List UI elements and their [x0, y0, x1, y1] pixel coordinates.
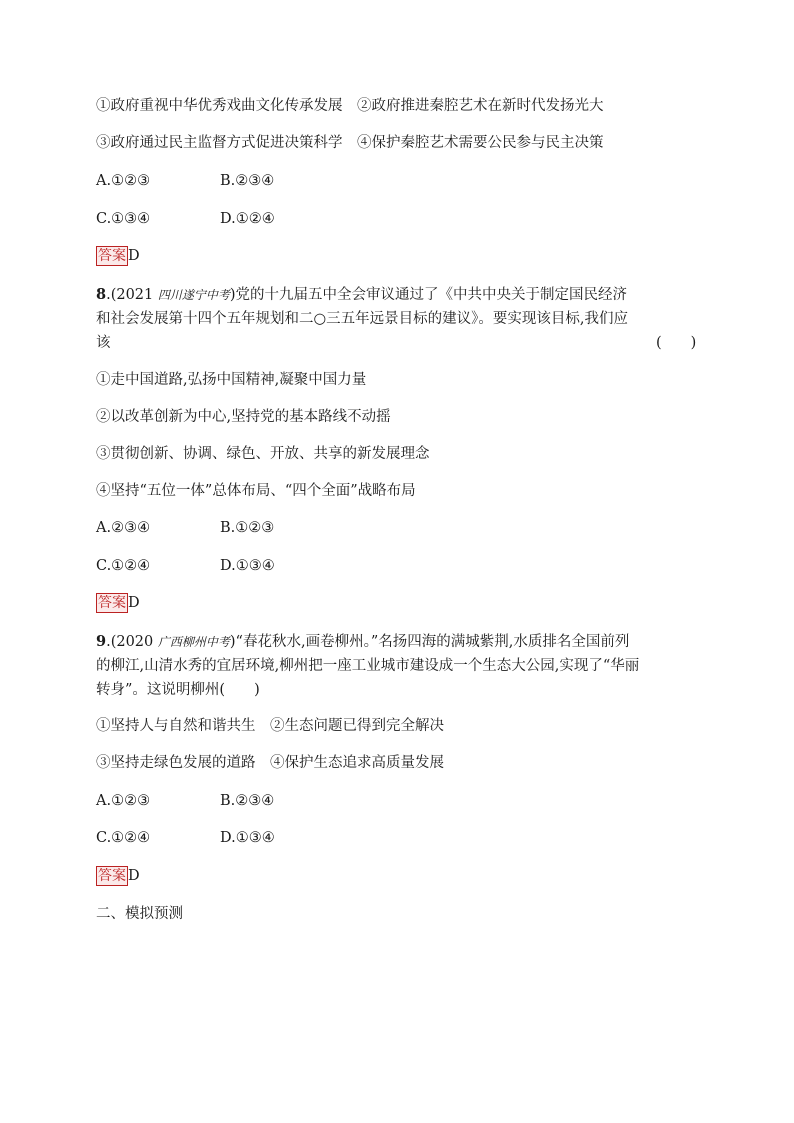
q9-statements-row2: ③坚持走绿色发展的道路 ④保护生态追求高质量发展 — [96, 755, 444, 771]
q8-stem-line3 — [96, 333, 706, 353]
q7-statement-3: ③政府通过民主监督方式促进决策科学 — [96, 135, 343, 151]
q8-statement-4: ④坚持“五位一体”总体布局、“四个全面”战略布局 — [96, 483, 416, 499]
q9-year: .(2020 — [106, 634, 158, 650]
q9-options-row2 — [96, 828, 275, 848]
q7-option-d: D.①②④ — [220, 211, 275, 227]
q7-options-row1 — [96, 171, 275, 191]
answer-label-badge: 答案 — [98, 595, 126, 611]
q8-statement-2: ②以改革创新为中心,坚持党的基本路线不动摇 — [96, 409, 391, 425]
q8-statement-3: ③贯彻创新、协调、绿色、开放、共享的新发展理念 — [96, 446, 430, 462]
q9-answer — [96, 866, 140, 886]
answer-label-badge: 答案 — [98, 248, 126, 264]
q8-stem-text1: )党的十九届五中全会审议通过了《中共中央关于制定国民经济 — [229, 287, 628, 303]
q8-number: 8 — [96, 286, 107, 303]
q7-statement-2: ②政府推进秦腔艺术在新时代发扬光大 — [357, 98, 604, 114]
q8-stem-line2: 和社会发展第十四个五年规划和二○三五年远景目标的建议》。要实现该目标,我们应 — [96, 311, 629, 327]
q8-answer-value: D — [128, 595, 140, 611]
q9-option-a: A.①②③ — [96, 793, 151, 809]
q7-option-a: A.①②③ — [96, 173, 151, 189]
q7-answer — [96, 246, 140, 266]
q8-options-row1 — [96, 518, 275, 538]
q8-option-c: C.①②④ — [96, 558, 151, 574]
q8-source: 四川遂宁中考 — [157, 288, 230, 302]
q9-stem-text1: )“春花秋水,画卷柳州。”名扬四海的满城紫荆,水质排名全国前列 — [229, 634, 630, 650]
q8-answer — [96, 593, 140, 613]
q7-statement-1: ①政府重视中华优秀戏曲文化传承发展 — [96, 98, 343, 114]
q9-options-row1 — [96, 791, 275, 811]
q9-stem-line1 — [96, 632, 629, 652]
q7-statement-4: ④保护秦腔艺术需要公民参与民主决策 — [357, 135, 604, 151]
q9-statements-row1: ①坚持人与自然和谐共生 ②生态问题已得到完全解决 — [96, 718, 444, 734]
q8-answer-paren: ( ) — [656, 335, 697, 351]
q7-statements-row2 — [96, 133, 604, 153]
q9-number: 9 — [96, 633, 107, 650]
q9-option-c: C.①②④ — [96, 830, 151, 846]
q9-answer-value: D — [128, 868, 140, 884]
q9-option-b: B.②③④ — [220, 793, 275, 809]
q8-option-b: B.①②③ — [220, 520, 275, 536]
q8-options-row2 — [96, 556, 275, 576]
q7-answer-value: D — [128, 248, 140, 264]
q7-option-b: B.②③④ — [220, 173, 275, 189]
q8-option-a: A.②③④ — [96, 520, 151, 536]
q8-stem-line1 — [96, 285, 627, 305]
q9-stem-line2: 的柳江,山清水秀的宜居环境,柳州把一座工业城市建设成一个生态大公园,实现了“华丽 — [96, 658, 640, 674]
q7-option-c: C.①③④ — [96, 211, 151, 227]
q9-option-d: D.①③④ — [220, 830, 275, 846]
q8-option-d: D.①③④ — [220, 558, 275, 574]
q7-options-row2 — [96, 209, 275, 229]
section-title: 二、模拟预测 — [96, 906, 183, 922]
q7-statements-row1 — [96, 96, 604, 116]
answer-label-badge: 答案 — [98, 868, 126, 884]
q9-source: 广西柳州中考 — [157, 635, 230, 649]
q9-stem-line3: 转身”。这说明柳州( ) — [96, 682, 260, 698]
q8-year: .(2021 — [106, 287, 158, 303]
q8-statement-1: ①走中国道路,弘扬中国精神,凝聚中国力量 — [96, 372, 367, 388]
q8-stem-text3: 该 — [96, 335, 111, 351]
